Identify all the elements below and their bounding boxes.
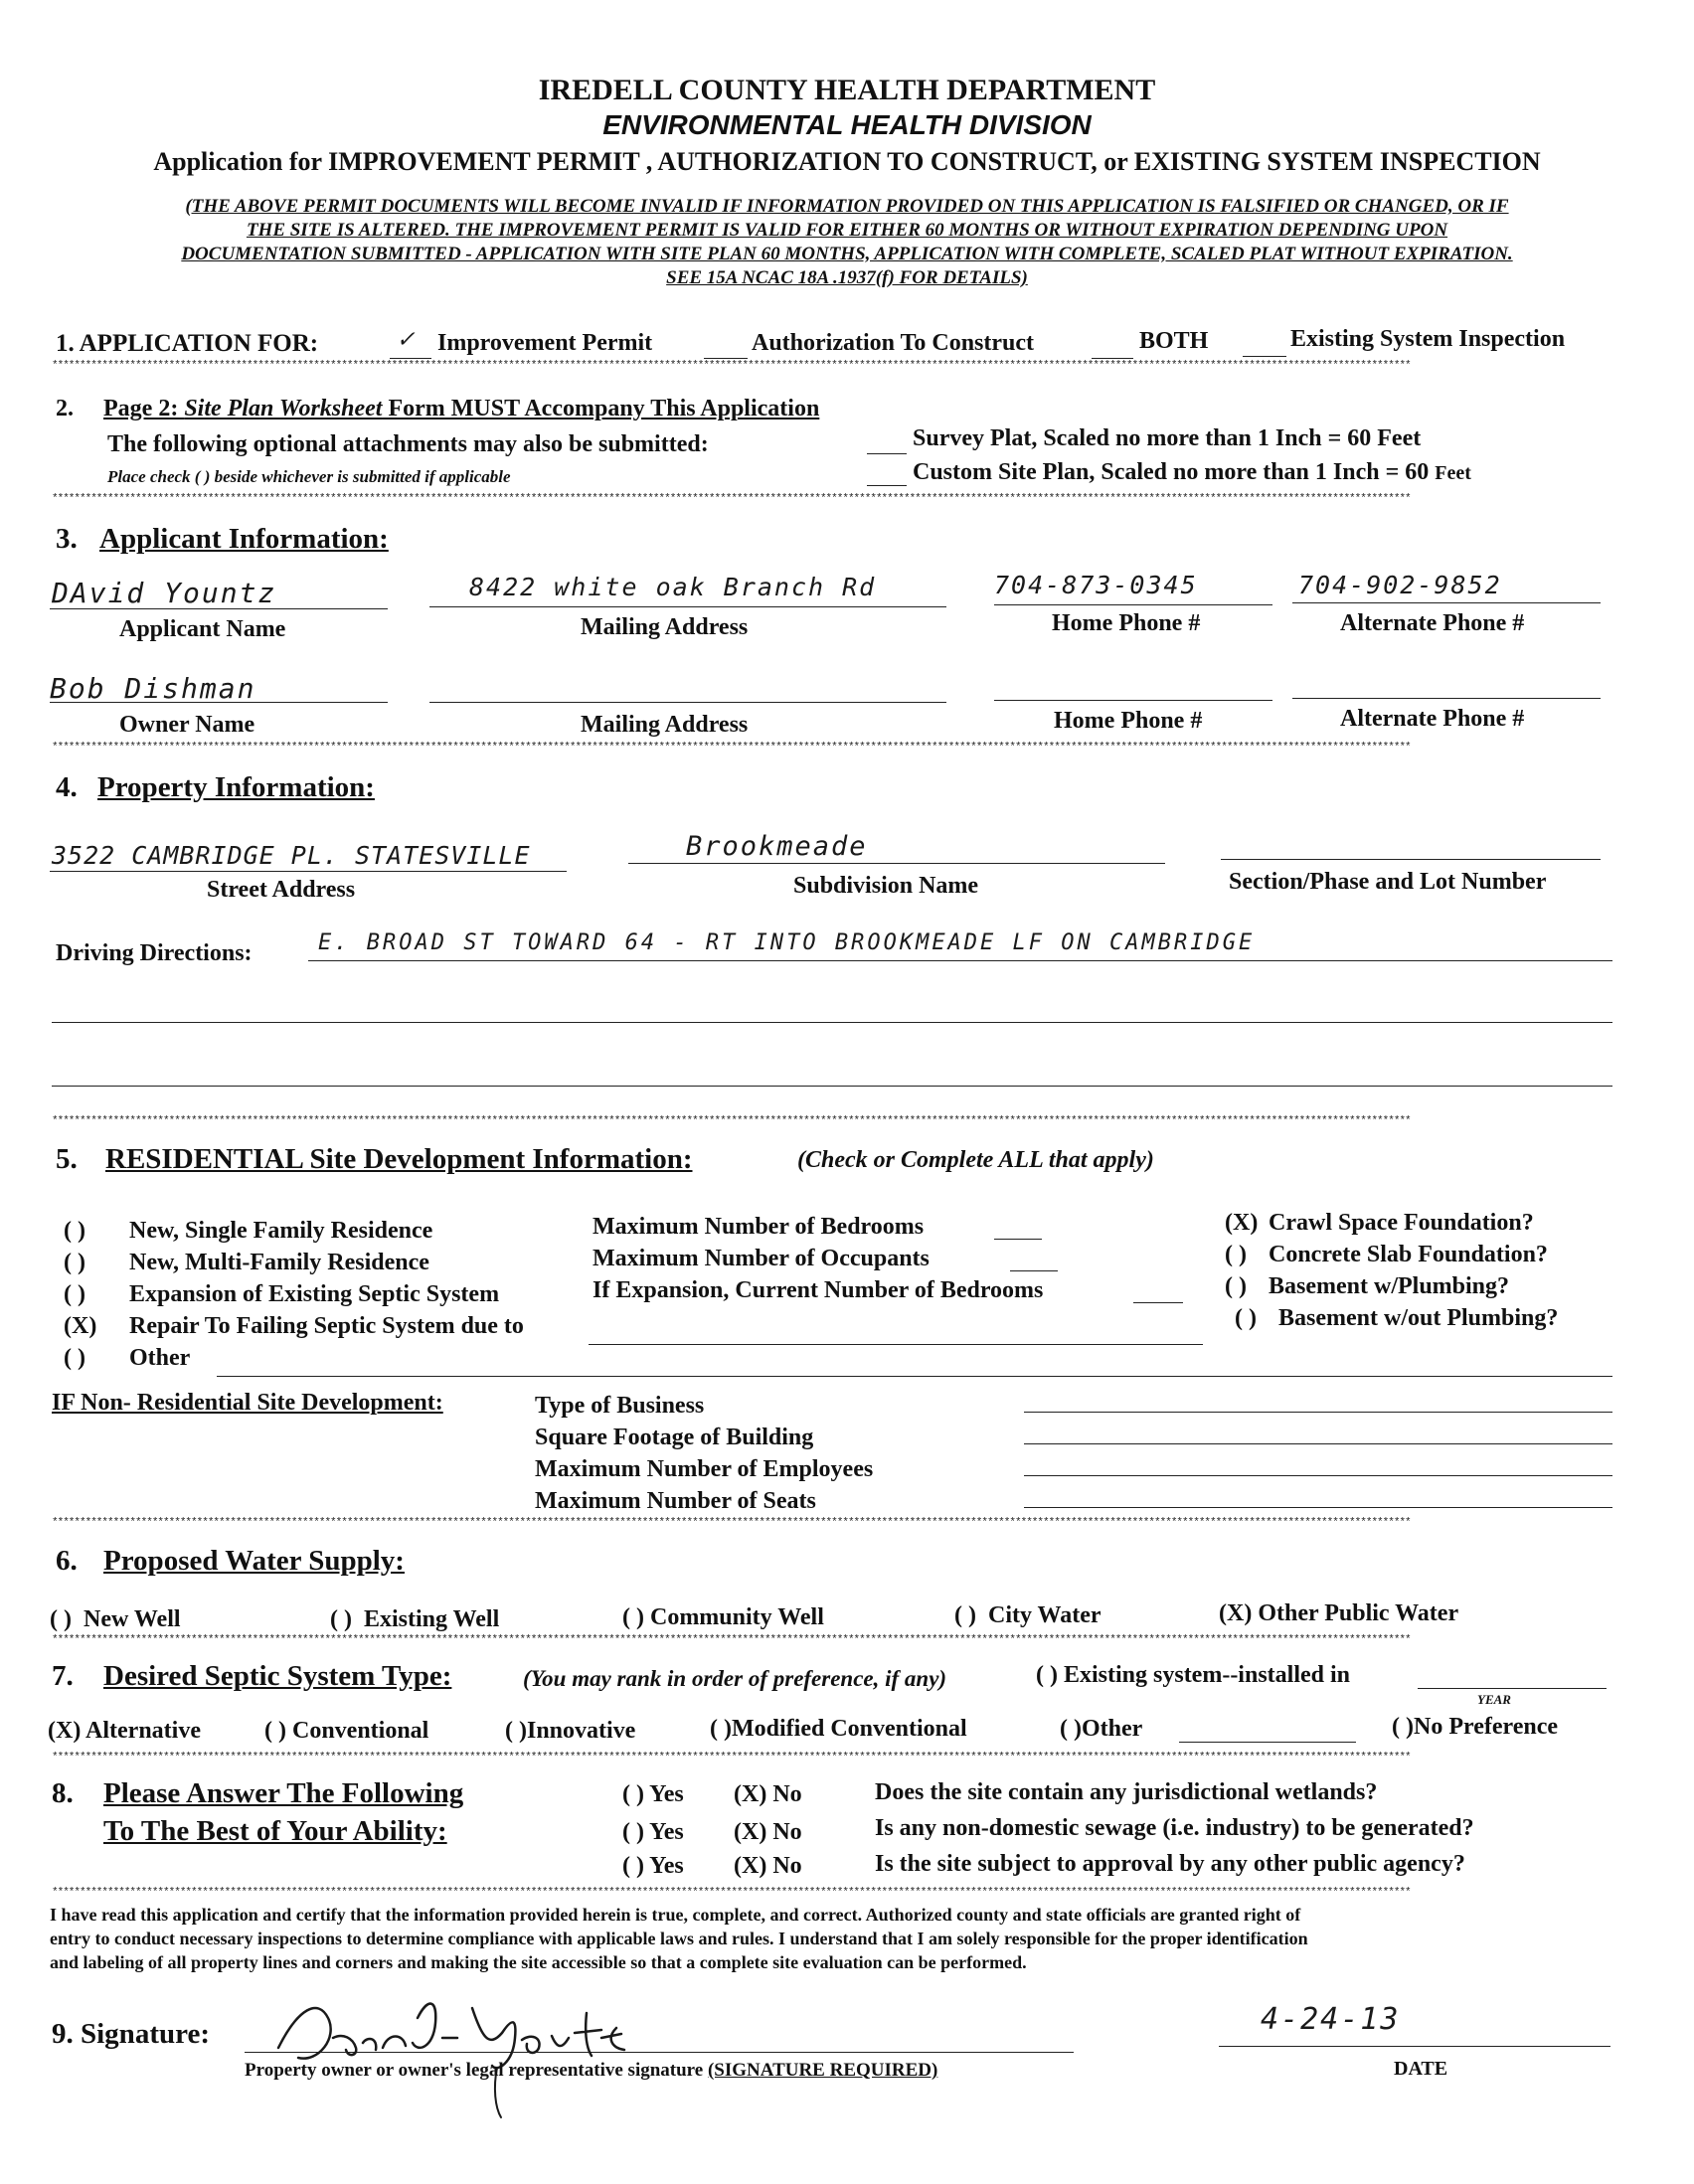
star-divider: **************************************************************************************************************************************************************************************************************************************************** [52,493,1411,505]
water-opt[interactable] [1219,1600,1458,1627]
blank-line[interactable] [867,485,907,486]
year-label: YEAR [1477,1692,1511,1707]
notice-block [0,195,1694,290]
subdivision-label: Subdivision Name [793,873,979,899]
option-label: New, Single Family Residence [129,1218,433,1244]
checkbox[interactable]: ( ) [1060,1716,1082,1742]
blank-line[interactable] [1221,859,1601,860]
blank-line[interactable] [52,1086,1612,1087]
star-divider: **************************************************************************************************************************************************************************************************************************************************** [52,1517,1411,1529]
option-label: Community Well [649,1604,824,1630]
blank-line [50,608,388,609]
notice-line: DOCUMENTATION SUBMITTED - APPLICATION WITH SITE PLAN 60 MONTHS, APPLICATION WITH COMPLETE, SCALED PLAT WITHOUT EXPIRATION. [181,244,1513,264]
notice-line: SEE 15A NCAC 18A .1937(f) FOR DETAILS) [666,267,1028,288]
checkbox[interactable]: ( ) [50,1606,72,1632]
blank-line[interactable] [1024,1475,1612,1476]
checkbox[interactable]: ( ) [505,1718,527,1744]
opt-custom-site-plan [913,459,1471,486]
street-address-value[interactable]: 3522 CAMBRIDGE PL. STATESVILLE [52,841,531,870]
cert-line: and labeling of all property lines and corners and making the site accessible so that a complete site evaluation can be performed. [50,1952,1027,1972]
s5-left-group [64,1215,524,1374]
checkbox[interactable]: ( ) [954,1602,976,1628]
checkbox-row[interactable] [64,1278,524,1310]
mailing-address-value[interactable]: 8422 white oak Branch Rd [469,573,877,601]
yes-checkbox[interactable]: ( ) Yes [622,1853,684,1879]
s5-subtitle: (Check or Complete ALL that apply) [797,1147,1154,1173]
blank-line [50,702,388,703]
water-opt[interactable] [330,1606,499,1633]
mailing-address-label: Mailing Address [581,614,749,640]
option-label: Repair To Failing Septic System due to [129,1313,524,1339]
nonres-item: Maximum Number of Seats [535,1488,816,1514]
opt-both: BOTH [1139,328,1209,354]
star-divider: **************************************************************************************************************************************************************************************************************************************************** [52,1634,1411,1646]
opt-custom-site-plan-unit: Feet [1435,462,1471,484]
s7-sub: (You may rank in order of preference, if any) [523,1666,947,1691]
water-opt[interactable] [622,1604,824,1631]
blank-line[interactable] [1418,1688,1607,1689]
option-label: City Water [987,1602,1101,1628]
section-lot-label: Section/Phase and Lot Number [1229,869,1547,895]
nonres-group [535,1390,873,1517]
blank-line[interactable] [1243,356,1286,357]
checkbox[interactable]: ( ) [264,1718,286,1744]
option-label: Basement w/out Plumbing? [1278,1305,1559,1331]
option-label: No Preference [1413,1714,1559,1740]
option-label: Modified Conventional [731,1716,967,1742]
question-text: Is the site subject to approval by any other public agency? [875,1851,1465,1877]
checkbox[interactable]: ( ) [64,1281,85,1307]
s2-title-a: Page 2: [103,396,185,421]
question-text: Is any non-domestic sewage (i.e. industry) to be generated? [875,1815,1474,1841]
s2-note: Place check ( ) beside whichever is submitted if applicable [107,467,511,486]
checkbox[interactable]: ( ) [64,1250,85,1275]
no-checkbox[interactable]: (X) No [734,1853,802,1879]
division-title: ENVIRONMENTAL HEALTH DIVISION [602,109,1092,140]
yes-checkbox[interactable]: ( ) Yes [622,1819,684,1845]
certification-text [50,1903,1308,1974]
option-label: Concrete Slab Foundation? [1269,1242,1548,1267]
nonres-item: Type of Business [535,1393,705,1419]
checkbox[interactable]: ( ) [622,1604,644,1630]
option-label: Expansion of Existing Septic System [129,1281,500,1307]
option-label: Other Public Water [1258,1600,1459,1626]
s6-number: 6. [56,1545,78,1577]
s5-title: RESIDENTIAL Site Development Information: [105,1143,693,1175]
blank-line [308,960,1612,961]
date-label: DATE [1394,2058,1448,2080]
checkbox[interactable]: (X) [1219,1600,1253,1626]
cert-line: I have read this application and certify that the information provided herein is true, complete, and correct. Authorized county and state officials are granted right of [50,1905,1301,1925]
org-title: IREDELL COUNTY HEALTH DEPARTMENT [538,74,1156,106]
home-phone-value[interactable]: 704-873-0345 [994,571,1198,599]
checkbox[interactable]: (X) [64,1313,97,1339]
driving-directions-label: Driving Directions: [56,940,253,966]
water-opt[interactable] [954,1602,1101,1629]
no-checkbox[interactable]: (X) No [734,1781,802,1807]
signature-caption-a: Property owner or owner's legal representative signature [245,2060,708,2081]
checkbox-row[interactable] [64,1310,524,1342]
no-checkbox[interactable]: (X) No [734,1819,802,1845]
nonres-item: Square Footage of Building [535,1425,814,1450]
blank-line[interactable] [994,700,1272,701]
option-label: Innovative [526,1718,636,1744]
blank-line[interactable] [589,1344,1203,1345]
option-label: New, Multi-Family Residence [129,1250,429,1275]
opt-authorization: Authorization To Construct [752,330,1035,356]
s4-title: Property Information: [97,771,375,803]
star-divider: **************************************************************************************************************************************************************************************************************************************************** [52,742,1411,754]
question-text: Does the site contain any jurisdictional wetlands? [875,1779,1378,1805]
s5-right-group [1225,1207,1558,1334]
home-phone-label: Home Phone # [1052,610,1201,636]
option-label: Basement w/Plumbing? [1269,1273,1510,1299]
owner-home-phone-label: Home Phone # [1054,708,1203,734]
opt-survey-plat: Survey Plat, Scaled no more than 1 Inch = 60 Feet [913,425,1422,451]
option-label: Other [129,1345,191,1371]
s5-mid-group [593,1211,1043,1306]
s8-title-1: Please Answer The Following [103,1777,464,1809]
option-label: New Well [83,1606,181,1632]
yes-checkbox[interactable]: ( ) Yes [622,1781,684,1807]
option-label: Other [1081,1716,1143,1742]
driving-directions-value[interactable]: E. BROAD ST TOWARD 64 - RT INTO BROOKMEADE LF ON CAMBRIDGE [318,930,1256,955]
blank-line[interactable] [1024,1412,1612,1413]
opt-existing-inspection: Existing System Inspection [1290,326,1566,352]
checkbox-row[interactable] [1225,1302,1558,1334]
signature-caption [245,2060,937,2082]
application-title: Application for IMPROVEMENT PERMIT , AUTHORIZATION TO CONSTRUCT, or EXISTING SYSTEM INSPECTION [153,147,1541,176]
blank-line[interactable] [1010,1270,1058,1271]
checkbox[interactable]: ( ) [1235,1305,1257,1331]
checkbox-row[interactable] [64,1342,524,1374]
water-opt[interactable] [50,1606,181,1633]
checkbox[interactable]: ( ) [1392,1714,1414,1740]
s7-number: 7. [52,1660,74,1692]
checkbox[interactable]: ( ) [1225,1242,1247,1267]
owner-mailing-label: Mailing Address [581,712,749,738]
septic-opt[interactable] [264,1718,428,1745]
s3-title: Applicant Information: [99,523,389,555]
checkbox-row[interactable] [64,1247,524,1278]
blank-line [390,358,431,359]
s5-number: 5. [56,1143,78,1175]
star-divider: **************************************************************************************************************************************************************************************************************************************************** [52,360,1411,372]
blank-line[interactable] [1133,1302,1183,1303]
signature-required: (SIGNATURE REQUIRED) [707,2060,938,2081]
option-label: Alternative [85,1718,201,1744]
checkbox[interactable]: ( ) [64,1345,85,1371]
s7-title: Desired Septic System Type: [103,1660,452,1692]
checkbox[interactable]: ( ) [710,1716,732,1742]
checkbox[interactable]: (X) [48,1718,82,1744]
date-line [1219,2046,1610,2047]
blank-line[interactable] [1292,698,1601,699]
s8-number: 8. [52,1777,74,1809]
opt-custom-site-plan-label: Custom Site Plan, Scaled no more than 1 Inch = 60 [913,459,1430,485]
owner-name-value[interactable]: Bob Dishman [50,672,256,705]
notice-line: THE SITE IS ALTERED. THE IMPROVEMENT PERMIT IS VALID FOR EITHER 60 MONTHS OR WITHOUT EXPIRATION DEPENDING UPON [246,220,1448,241]
s1-check-mark[interactable]: ✓ [398,324,416,354]
nonres-item: Maximum Number of Employees [535,1456,874,1482]
checkbox[interactable]: ( ) [330,1606,352,1632]
owner-name-label: Owner Name [119,712,255,738]
s7-existing[interactable]: ( ) Existing system--installed in [1036,1662,1351,1688]
s2-title-c: Form MUST Accompany This Application [382,396,820,421]
owner-alt-phone-label: Alternate Phone # [1340,706,1525,732]
checkbox[interactable]: ( ) [1225,1273,1247,1299]
s2-line: The following optional attachments may also be submitted: [107,431,709,457]
option-label: Conventional [291,1718,429,1744]
septic-opt[interactable] [710,1716,967,1743]
date-value[interactable]: 4-24-13 [1261,2002,1401,2037]
checkbox-row[interactable] [1225,1270,1558,1302]
septic-opt[interactable] [48,1718,201,1745]
blank-line[interactable] [429,702,946,703]
blank-line[interactable] [1024,1507,1612,1508]
s4-number: 4. [56,771,78,803]
blank-line [50,871,567,872]
alt-phone-value[interactable]: 704-902-9852 [1298,571,1502,599]
checkbox-row[interactable] [1225,1207,1558,1239]
s6-title: Proposed Water Supply: [103,1545,405,1577]
applicant-name-label: Applicant Name [119,616,286,642]
blank-line [1292,602,1601,603]
star-divider: **************************************************************************************************************************************************************************************************************************************************** [52,1752,1411,1764]
blank-line[interactable] [704,358,748,359]
opt-improvement-permit: Improvement Permit [437,330,653,356]
blank-line [628,863,1165,864]
septic-opt[interactable] [1060,1716,1142,1743]
applicant-name-value[interactable]: DAvid Yountz [52,577,277,609]
option-label: Existing Well [363,1606,500,1632]
signature-label: 9. Signature: [52,2018,210,2050]
s1-label: 1. APPLICATION FOR: [56,330,319,357]
s8-title-2: To The Best of Your Ability: [103,1815,447,1847]
blank-line[interactable] [52,1022,1612,1023]
blank-line[interactable] [1024,1443,1612,1444]
mid-label: Maximum Number of Occupants [593,1246,930,1271]
mid-label: If Expansion, Current Number of Bedrooms [593,1277,1044,1303]
blank-line[interactable] [1179,1742,1356,1743]
blank-line[interactable] [217,1376,1612,1377]
alt-phone-label: Alternate Phone # [1340,610,1525,636]
blank-line [994,604,1272,605]
nonres-label: IF Non- Residential Site Development: [52,1390,443,1416]
blank-line[interactable] [1092,358,1133,359]
mid-label: Maximum Number of Bedrooms [593,1214,925,1240]
cert-line: entry to conduct necessary inspections to determine compliance with applicable laws and rules. I understand that I am solely responsible for the proper identification [50,1929,1308,1948]
star-divider: **************************************************************************************************************************************************************************************************************************************************** [52,1115,1411,1127]
septic-opt[interactable] [1392,1714,1558,1741]
s2-title [103,396,819,422]
checkbox[interactable]: ( ) [64,1218,85,1244]
septic-opt[interactable] [505,1718,635,1745]
blank-line [429,606,946,607]
street-address-label: Street Address [207,877,356,903]
option-label: Crawl Space Foundation? [1269,1210,1534,1236]
blank-line[interactable] [867,453,907,454]
blank-line[interactable] [994,1239,1042,1240]
checkbox-row[interactable] [1225,1239,1558,1270]
subdivision-value[interactable]: Brookmeade [686,831,868,862]
star-divider: **************************************************************************************************************************************************************************************************************************************************** [52,1887,1411,1899]
checkbox-row[interactable] [64,1215,524,1247]
s3-number: 3. [56,523,78,555]
notice-line: (THE ABOVE PERMIT DOCUMENTS WILL BECOME INVALID IF INFORMATION PROVIDED ON THIS APPLICATION IS FALSIFIED OR CHANGED, OR IF [185,196,1509,217]
handwritten-signature[interactable] [258,1978,676,2127]
checkbox[interactable]: (X) [1225,1210,1259,1236]
s2-title-b: Site Plan Worksheet [184,396,383,421]
s2-number: 2. [56,396,74,421]
